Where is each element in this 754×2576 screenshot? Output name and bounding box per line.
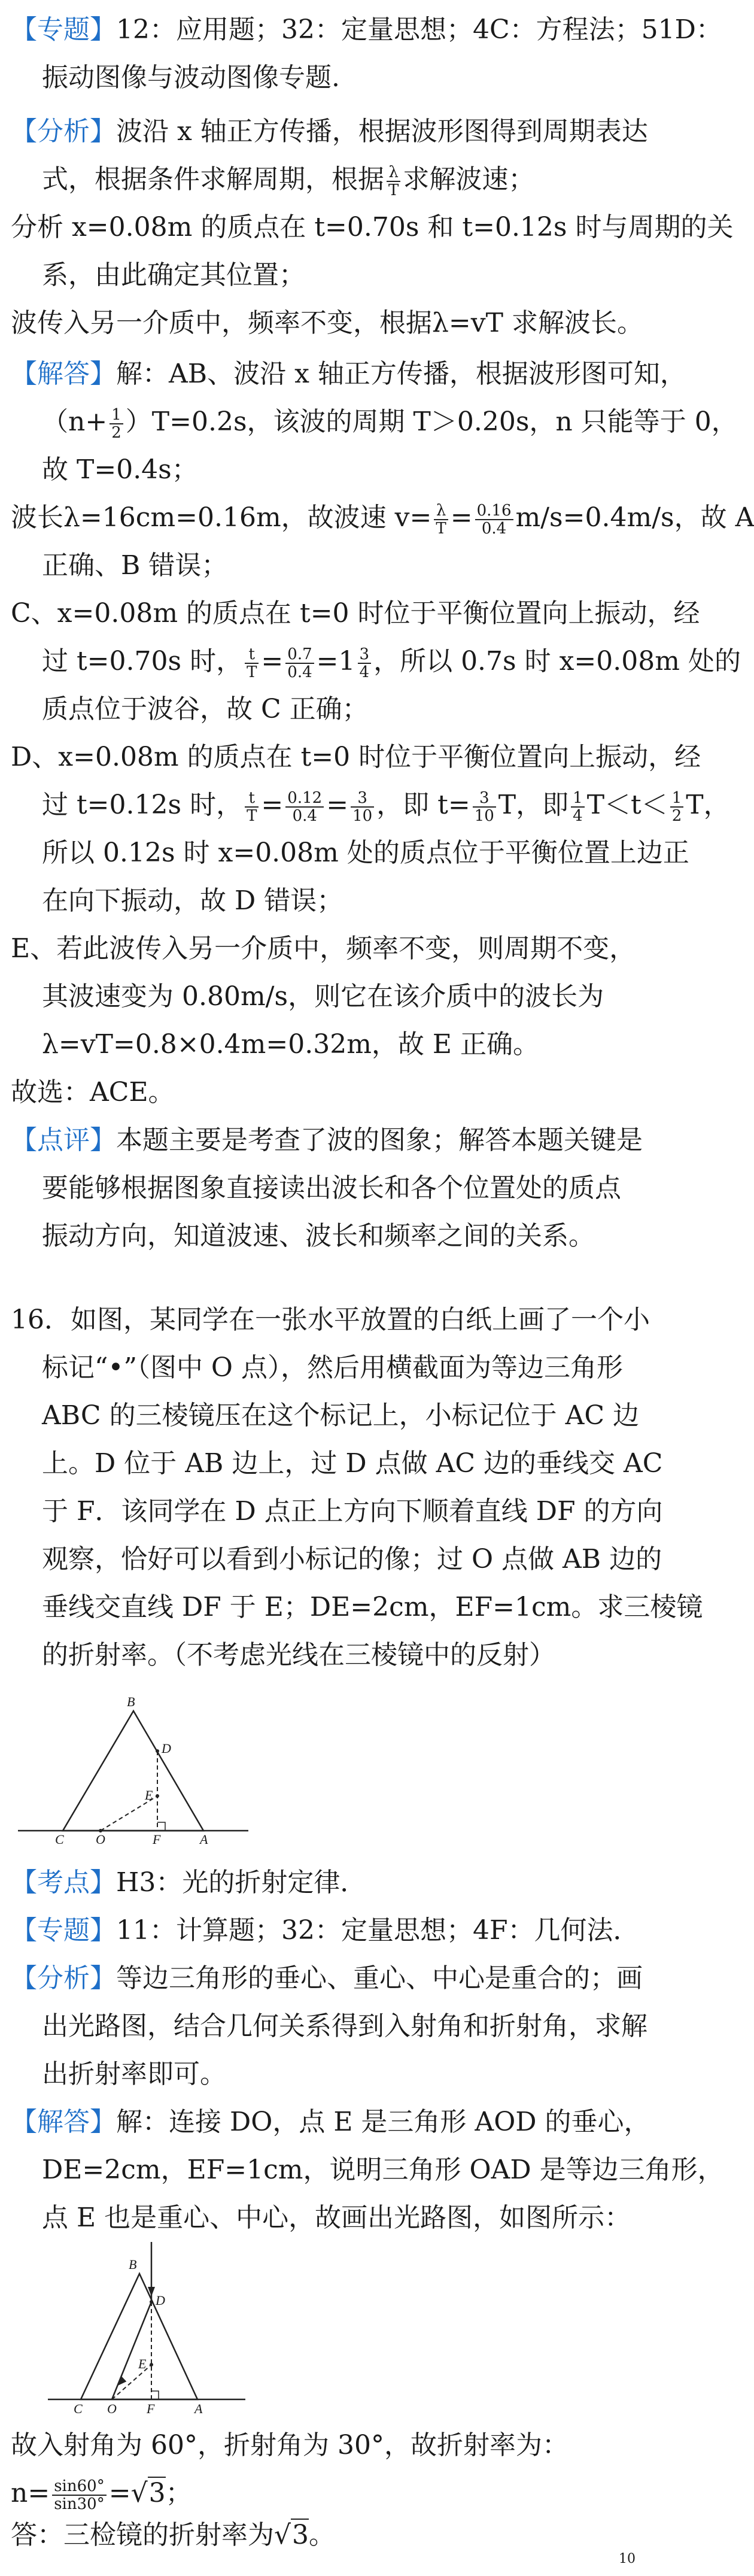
fraction: $\frac{\lambda}{T}$ xyxy=(434,502,448,537)
label-b: B xyxy=(129,2257,137,2272)
option-e-line-3: λ=vT=0.8×0.4m=0.32m，故 E 正确。 xyxy=(42,1029,540,1060)
exam-point-tag: 【考点】 xyxy=(11,1867,116,1898)
sqrt: √3 xyxy=(274,2520,309,2550)
exam-point-line: 【考点】H3：光的折射定律． xyxy=(11,1867,367,1898)
prism-figure xyxy=(12,1682,251,1847)
topic-line: 【专题】12：应用题；32：定量思想；4C：方程法；51D： xyxy=(11,14,722,45)
q16-analysis-line-3: 出折射率即可。 xyxy=(42,2059,226,2089)
triangle-abc xyxy=(63,1711,203,1831)
fraction: $\frac{1}{2}$ xyxy=(110,406,123,441)
label-c: C xyxy=(55,1832,64,1847)
q16-answer-tag: 【解答】 xyxy=(11,2107,116,2137)
answer-line-2: （n+ $\frac{1}{2}$ ）T=0.2s，该波的周期 T＞0.20s，n 只能等于 0， xyxy=(42,405,738,442)
comment-line: 【点评】本题主要是考查了波的图象；解答本题关键是 xyxy=(11,1125,643,1155)
q16-answer-line-3: 点 E 也是重心、中心，故画出光路图，如图所示： xyxy=(42,2202,631,2233)
point-e xyxy=(150,2363,153,2366)
question-16-line-2: 标记“•”（图中 O 点），然后用横截面为等边三角形 xyxy=(42,1352,623,1383)
question-16-line-7: 垂线交直线 DF 于 E；DE=2cm，EF=1cm。求三棱镜 xyxy=(42,1592,703,1622)
answer-tag: 【解答】 xyxy=(11,359,116,389)
final-answer-line: 答：三检镜的折射率为√3。 xyxy=(11,2520,336,2550)
question-16-line-1: 16．如图，某同学在一张水平放置的白纸上画了一个小 xyxy=(11,1304,650,1335)
label-d: D xyxy=(156,2293,165,2308)
option-d-line-4: 在向下振动，故 D 错误； xyxy=(42,885,343,916)
label-o: O xyxy=(107,2401,117,2416)
q16-analysis-line: 【分析】等边三角形的垂心、重心、中心是重合的；画 xyxy=(11,1963,643,1994)
page-number: 10 xyxy=(619,2551,636,2566)
q16-analysis-tag: 【分析】 xyxy=(11,1963,116,1994)
analysis-tag: 【分析】 xyxy=(11,116,116,147)
option-e-line: E、若此波传入另一介质中，频率不变，则周期不变， xyxy=(11,933,636,964)
option-c-line-2: 过 t=0.70s 时， $\frac{t}{T}$ = $\frac{0.7}{0.4}$ =1 $\frac{3}{4}$ ，所以 0.7s 时 x=0.08m 处的 xyxy=(42,645,741,681)
right-angle-mark xyxy=(151,2391,159,2399)
q16-analysis-line-2: 出光路图，结合几何关系得到入射角和折射角，求解 xyxy=(42,2011,647,2041)
angle-line: 故入射角为 60°，折射角为 30°，故折射率为： xyxy=(11,2430,568,2460)
fraction: $\frac{\sin 60^\circ}{\sin 30^\circ}$ xyxy=(52,2478,107,2513)
fraction: $\frac{t}{T}$ xyxy=(245,790,259,824)
label-c: C xyxy=(74,2401,83,2416)
q16-answer-line-2: DE=2cm，EF=1cm，说明三角形 OAD 是等边三角形， xyxy=(42,2155,724,2185)
comment-line-2: 要能够根据图象直接读出波长和各个位置处的质点 xyxy=(42,1173,621,1203)
question-16-line-8: 的折射率。（不考虑光线在三棱镜中的反射） xyxy=(42,1640,555,1670)
label-a: A xyxy=(200,1832,208,1847)
question-16-line-3: ABC 的三棱镜压在这个标记上，小标记位于 AC 边 xyxy=(42,1400,639,1431)
answer-line-4: 波长λ=16cm=0.16m，故波速 v= $\frac{\lambda}{T}$ = $\frac{0.16}{0.4}$ m/s=0.4m/s，故 A xyxy=(11,501,754,538)
label-f: F xyxy=(153,1832,161,1847)
option-d-line-2: 过 t=0.12s 时， $\frac{t}{T}$ = $\frac{0.12}{0.4}$ = $\frac{3}{10}$ ，即 t= $\frac{3}{10}$ T，即 $\frac{1}{4}$ T＜t＜ $\frac{1}{2}$ T， xyxy=(42,788,730,825)
label-a: A xyxy=(194,2401,203,2416)
question-16-line-6: 观察，恰好可以看到小标记的像；过 O 点做 AB 边的 xyxy=(42,1544,662,1574)
fraction: $\frac{t}{T}$ xyxy=(245,646,259,681)
fraction: $\frac{3}{10}$ xyxy=(351,790,374,824)
topic-line-2: 振动图像与波动图像专题. xyxy=(42,62,340,93)
option-e-line-2: 其波速变为 0.80m/s，则它在该介质中的波长为 xyxy=(42,981,604,1012)
index-formula-line: n= $\frac{\sin 60^\circ}{\sin 30^\circ}$ =√3； xyxy=(11,2477,192,2513)
answer-line-5: 正确、B 错误； xyxy=(42,550,228,581)
point-d xyxy=(156,1749,159,1753)
label-e: E xyxy=(145,1788,153,1803)
option-d-line: D、x=0.08m 的质点在 t=0 时位于平衡位置向上振动，经 xyxy=(11,742,701,772)
triangle-abc xyxy=(81,2274,197,2399)
comment-line-3: 振动方向，知道波速、波长和频率之间的关系。 xyxy=(42,1221,595,1251)
sqrt: √3 xyxy=(130,2478,166,2508)
comment-tag: 【点评】 xyxy=(11,1125,116,1155)
point-d xyxy=(150,2300,153,2304)
fraction: $\frac{0.7}{0.4}$ xyxy=(285,646,314,681)
arrow-icon xyxy=(117,2375,127,2388)
option-c-line: C、x=0.08m 的质点在 t=0 时位于平衡位置向上振动，经 xyxy=(11,598,700,629)
question-16-line-4: 上。D 位于 AB 边上，过 D 点做 AC 边的垂线交 AC xyxy=(42,1448,663,1479)
label-d: D xyxy=(162,1741,171,1756)
fraction: $\frac{3}{10}$ xyxy=(473,790,496,824)
label-o: O xyxy=(96,1832,105,1847)
label-e: E xyxy=(138,2356,147,2371)
option-d-line-3: 所以 0.12s 时 x=0.08m 处的质点位于平衡位置上边正 xyxy=(42,838,689,868)
answer-line-3: 故 T=0.4s； xyxy=(42,454,198,485)
option-c-line-3: 质点位于波谷，故 C 正确； xyxy=(42,694,369,724)
fraction: $\frac{\lambda}{T}$ xyxy=(387,164,400,199)
fraction: $\frac{1}{4}$ xyxy=(571,790,585,824)
topic-tag: 【专题】 xyxy=(11,14,116,45)
q16-topic-line: 【专题】11：计算题；32：定量思想；4F：几何法． xyxy=(11,1915,640,1946)
analysis-line-5: 波传入另一介质中，频率不变，根据λ=vT 求解波长。 xyxy=(11,308,643,338)
fraction: $\frac{1}{2}$ xyxy=(670,790,684,824)
label-f: F xyxy=(147,2401,155,2416)
analysis-line: 【分析】波沿 x 轴正方传播，根据波形图得到周期表达 xyxy=(11,116,648,147)
analysis-line-4: 系，由此确定其位置； xyxy=(42,260,305,290)
choice-line: 故选：ACE。 xyxy=(11,1077,175,1108)
analysis-line-2: 式，根据条件求解周期，根据 $\frac{\lambda}{T}$ 求解波速； xyxy=(42,163,535,199)
fraction: $\frac{3}{4}$ xyxy=(358,646,372,681)
label-b: B xyxy=(127,1694,135,1709)
q16-topic-tag: 【专题】 xyxy=(11,1915,116,1946)
light-path-figure xyxy=(45,2245,248,2416)
point-e xyxy=(156,1794,159,1798)
answer-line: 【解答】解：AB、波沿 x 轴正方传播，根据波形图可知， xyxy=(11,359,686,389)
fraction: $\frac{0.12}{0.4}$ xyxy=(285,790,324,824)
fraction: $\frac{0.16}{0.4}$ xyxy=(475,502,513,537)
q16-answer-line: 【解答】解：连接 DO，点 E 是三角形 AOD 的垂心， xyxy=(11,2107,650,2137)
right-angle-mark xyxy=(157,1822,165,1831)
analysis-line-3: 分析 x=0.08m 的质点在 t=0.70s 和 t=0.12s 时与周期的关 xyxy=(11,212,734,242)
question-16-line-5: 于 F．该同学在 D 点正上方向下顺着直线 DF 的方向 xyxy=(42,1496,663,1527)
